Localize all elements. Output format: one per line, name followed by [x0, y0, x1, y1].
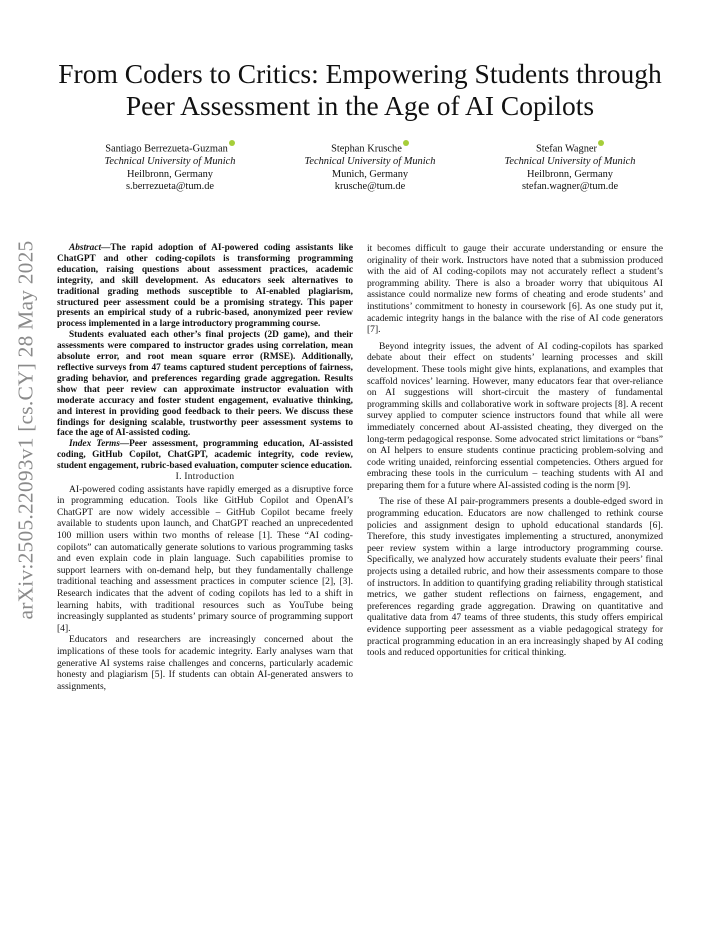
body-paragraph: Educators and researchers are increasingly concerned about the implications of these tools for academic integrity. Early analyses warn that generative AI systems raise challenges and concerns, particularly academic honesty and plagiarism [5]. If students can obtain AI-generated answers to assignments, [57, 634, 353, 692]
author-email[interactable]: krusche@tum.de [334, 181, 406, 193]
left-column [57, 243, 353, 692]
orcid-icon[interactable] [598, 140, 604, 146]
body-paragraph: it becomes difficult to gauge their accurate understanding or ensure the originality of their work. Instructors have noted that a submission produced with the aid of AI coding-copilots may not accurately reflect a student’s programming ability. There is also a broader worry that ubiquitous AI assistance could normalize new forms of cheating and erode students’ and institutions’ commitment to honesty in coursework [6]. As one study put it, academic integrity hangs in the balance with the rise of AI code generators [7]. [367, 243, 663, 336]
author-name: Stefan Wagner [535, 143, 597, 155]
abstract-text-1: The rapid adoption of AI-powered coding assistants like ChatGPT and other coding-copilots is transforming programming education, raising questions about assessment practices, academic integrity, and skill development. As educators seek alternatives to traditional grading methods susceptible to AI-enabled plagiarism, structured peer assessment could be a promising strategy. This paper presents an empirical study of a rubric-based, anonymized peer review process implemented in a large introductory programming course. [57, 243, 353, 330]
author-email[interactable]: s.berrezueta@tum.de [125, 181, 215, 193]
section-heading-introduction: I. Introduction [175, 472, 235, 483]
abstract [57, 243, 353, 472]
author-location: Heilbronn, Germany [127, 168, 213, 180]
paper-title: From Coders to Critics: Empowering Students through Peer Assessment in the Age of AI Copilots [58, 58, 662, 121]
body-paragraph: The rise of these AI pair-programmers presents a double-edged sword in programming education. Educators are now challenged to rethink course policies and assignment design to uphold educational standards [6]. Therefore, this study investigates implementing a structured, anonymized peer review system within a large introductory programming course. Specifically, we analyzed how accurately students evaluate their peers’ final projects using a detailed rubric, and how their assessments compare to those of instructors. In addition to quantifying grading reliability through statistical metrics, we gather student reflections on fairness, engagement, and preferences regarding grade aggregation. Drawing on quantitative and qualitative data from 47 teams of three students, this study offers empirical evidence supporting peer assessment as a viable pedagogical strategy for practical programming education in an era increasingly shaped by AI coding tools and reduced opportunities for critical thinking. [367, 496, 663, 659]
author-3 [470, 141, 670, 194]
arxiv-stamp [4, 230, 48, 630]
author-name: Stephan Krusche [331, 143, 402, 155]
arxiv-stamp-text: arXiv:2505.22093v1 [cs.CY] 28 May 2025 [13, 240, 38, 620]
author-location: Heilbronn, Germany [527, 168, 613, 180]
index-terms: Index Terms—Peer assessment, programming education, AI-assisted coding, GitHub Copilot, ChatGPT, academic integrity, code review, student engagement, rubric-based evaluation, computer science education. [57, 439, 353, 472]
body-paragraph: Beyond integrity issues, the advent of AI coding-copilots has sparked debate about their effect on students’ learning processes and skill development. These tools might give hints, explanations, and examples that scaffold novices’ learning. However, many educators fear that over-reliance on AI suggestions will short-circuit the mastery of fundamental programming skills and collaborative work in software projects [8]. A recent survey applied to computer science instructors found that while all were immediately concerned about AI-assisted cheating, they diverged on the long-term pedagogical response. Some advocated strict limitations or “bans” on AI helpers to ensure students continue practicing problem-solving and code writing unaided, reinforcing essential competencies. Others argued for embracing these tools in the curriculum – teaching students with AI and preparing them for a future where AI-assisted coding is the norm [9]. [367, 340, 663, 491]
author-affiliation: Technical University of Munich [104, 156, 236, 168]
author-name: Santiago Berrezueta-Guzman [105, 143, 228, 155]
author-affiliation: Technical University of Munich [504, 156, 636, 168]
orcid-icon[interactable] [229, 140, 235, 146]
author-affiliation: Technical University of Munich [304, 156, 436, 168]
author-2 [270, 141, 470, 194]
abstract-label: Abstract [69, 243, 102, 253]
orcid-icon[interactable] [403, 140, 409, 146]
author-email[interactable]: stefan.wagner@tum.de [521, 181, 619, 193]
right-column [367, 243, 663, 659]
body-paragraph: AI-powered coding assistants have rapidly emerged as a disruptive force in programming education. Tools like GitHub Copilot and OpenAI’s ChatGPT are now widely accessible – GitHub Copilot became freely available to students upon launch, and ChatGPT reached an unprecedented 100 million users within two months of release [1]. These “AI coding-copilots” can automatically generate solutions to various programming tasks and even explain code in plain language. Such capabilities promise to support learners with on-demand help, but they fundamentally challenge traditional teaching and assessment practices in computer science [2], [3]. Research indicates that the advent of coding copilots has led to a shift in learning habits, with traditional resources such as YouTube being increasingly supplanted as students’ primary source of programming support [4]. [57, 483, 353, 634]
index-terms-label: Index Terms [69, 439, 120, 450]
abstract-paragraph-2: Students evaluated each other’s final projects (2D game), and their assessments were compared to instructor grades using correlation, mean absolute error, and root mean square error (RMSE). Additionally, reflective surveys from 47 teams captured student perceptions of fairness, grading behavior, and preferences regarding grade aggregation. Results show that peer review can approximate instructor evaluation with moderate accuracy and foster student engagement, evaluative thinking, and interest in providing good feedback to their peers. We discuss these findings for designing scalable, trustworthy peer assessment systems to face the age of AI-assisted coding. [57, 330, 353, 439]
author-block [70, 141, 670, 211]
author-location: Munich, Germany [331, 168, 409, 180]
abstract-paragraph-1: Abstract—The rapid adoption of AI-powered coding assistants like ChatGPT and other coding-copilots is transforming programming education, raising questions about assessment practices, academic integrity, and skill development. As educators seek alternatives to traditional grading methods susceptible to AI-enabled plagiarism, structured peer assessment could be a promising strategy. This paper presents an empirical study of a rubric-based, anonymized peer review process implemented in a large introductory programming course. [57, 243, 353, 330]
index-terms-text: Peer assessment, programming education, AI-assisted coding, GitHub Copilot, ChatGPT, academic integrity, code review, student engagement, rubric-based evaluation, computer science education. [57, 439, 353, 472]
author-1 [70, 141, 270, 194]
